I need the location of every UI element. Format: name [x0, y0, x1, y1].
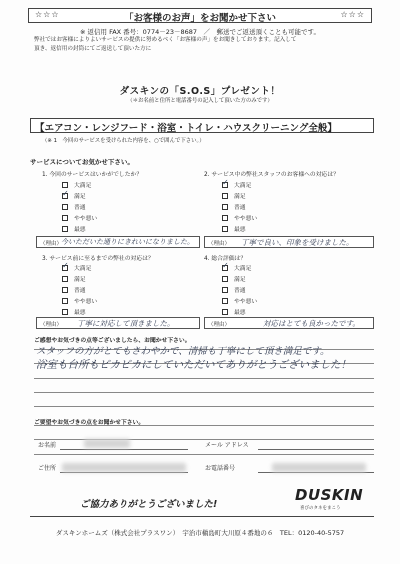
fax-line: ※ 返信用 FAX 番号：0774－23－8687 ／ 郵送でご返送頂くことも可能です。	[79, 28, 321, 36]
option-label: 普通	[234, 205, 246, 211]
checkbox[interactable]	[62, 309, 68, 315]
checkbox[interactable]	[222, 309, 228, 315]
stars-left: ☆☆☆	[35, 10, 60, 19]
intro-line-1: 弊社ではお客様によりよいサービスの提供に努めるべく「お客様の声」をお聞きしております。記入して	[34, 37, 297, 43]
address-field[interactable]	[60, 461, 188, 473]
q3-option[interactable]	[62, 274, 86, 283]
q2-option[interactable]	[222, 191, 246, 200]
service-bar	[30, 118, 374, 133]
q4-reason-handwriting: 対応はとても良かったです。	[263, 319, 360, 328]
name-label: お名前	[38, 442, 57, 449]
q1-option[interactable]	[62, 213, 97, 222]
option-label: 普通	[74, 205, 86, 211]
footer-divider	[30, 516, 374, 517]
q2-option[interactable]	[222, 202, 246, 211]
q2-option[interactable]	[222, 180, 251, 189]
checkbox[interactable]	[222, 204, 228, 210]
q3-reason-box[interactable]	[36, 317, 200, 329]
q4-option[interactable]	[222, 296, 257, 305]
q1-option[interactable]	[62, 224, 86, 233]
q3-option[interactable]	[62, 296, 97, 305]
checkbox[interactable]	[222, 276, 228, 282]
reason-label: （理由）	[40, 241, 63, 247]
option-label: 満足	[234, 194, 246, 200]
ruled-line	[34, 379, 374, 393]
option-label: 満足	[234, 277, 246, 283]
q4-label: 4. 総合評価は？	[204, 256, 247, 262]
section-title: サービスについてお気かせ下さい。	[30, 158, 134, 166]
reason-label: （理由）	[40, 322, 63, 328]
checkbox[interactable]	[62, 215, 68, 221]
reason-label: （理由）	[208, 322, 231, 328]
footer-address: ダスキンホームズ（株式会社プラスワン） 宇治市槇島町大川原４番地の６ TEL：0120-40-5757	[55, 529, 345, 537]
thanks-message: ご協力ありがとうございました!	[80, 499, 218, 510]
option-label: 最悪	[74, 310, 86, 316]
q1-option[interactable]	[62, 191, 86, 200]
option-label: 大満足	[234, 183, 252, 189]
option-label: やや悪い	[234, 299, 258, 305]
q3-reason-handwriting: 丁寧に対応して頂きました。	[77, 319, 175, 328]
option-label: やや悪い	[234, 216, 258, 222]
phone-label: お電話番号	[205, 465, 236, 472]
q4-option[interactable]	[222, 274, 246, 283]
reason-label: （理由）	[208, 241, 231, 247]
checkbox[interactable]	[222, 226, 228, 232]
ruled-line	[34, 393, 374, 407]
option-label: 最悪	[74, 227, 86, 233]
checkbox[interactable]	[222, 193, 228, 199]
q2-label: 2. サービス中の弊社スタッフのお客様への対応は？	[204, 172, 339, 178]
present-note: （＊お名前と住所と電話番号の記入して頂いた方のみです）	[127, 98, 273, 104]
option-label: やや悪い	[74, 216, 98, 222]
q4-option[interactable]	[222, 285, 246, 294]
option-label: 普通	[234, 288, 246, 294]
checkbox[interactable]	[222, 298, 228, 304]
q2-reason-handwriting: 丁寧で良い、印象を受けました。	[241, 238, 354, 247]
email-field[interactable]	[258, 438, 374, 450]
checkbox[interactable]	[222, 287, 228, 293]
q2-option[interactable]	[222, 213, 257, 222]
checkbox-checked[interactable]	[222, 265, 228, 271]
q3-option[interactable]	[62, 263, 91, 272]
q4-option[interactable]	[222, 307, 246, 316]
present-title: ダスキンの「S.O.S」プレゼント！	[119, 86, 281, 97]
redacted-name	[84, 439, 130, 448]
address-label: ご住所	[38, 465, 57, 472]
checkbox-checked[interactable]	[62, 193, 68, 199]
stars-right: ☆☆☆	[340, 10, 365, 19]
service-bar-note: （※ 1 今回のサービスを受けられた内容を、○で囲んで下さい。）	[42, 138, 205, 144]
q1-label: 1. 今回のサービスはいかがでしたか？	[42, 172, 143, 178]
intro-line-2: 頂き、返信用の封筒にてご返送して頂いた方に	[34, 45, 152, 52]
redacted-address	[62, 463, 186, 472]
header-box	[28, 8, 372, 23]
option-label: 大満足	[74, 266, 92, 272]
option-label: やや悪い	[74, 299, 98, 305]
checkbox-checked[interactable]	[222, 182, 228, 188]
intro-text	[34, 36, 374, 53]
q4-option[interactable]	[222, 263, 251, 272]
option-label: 最悪	[234, 310, 246, 316]
ruled-line	[34, 412, 374, 426]
option-label: 大満足	[74, 183, 92, 189]
option-label: 満足	[74, 277, 86, 283]
checkbox-checked[interactable]	[62, 265, 68, 271]
checkbox[interactable]	[62, 298, 68, 304]
checkbox[interactable]	[62, 204, 68, 210]
duskin-tagline: 喜びのタネをまこう	[300, 506, 341, 511]
service-bar-text: 【エアコン・レンジフード・浴室・トイレ・ハウスクリーニング全般】	[35, 123, 337, 134]
duskin-logo: DUSKIN	[295, 486, 364, 504]
option-label: 満足	[74, 194, 86, 200]
q2-reason-box[interactable]	[204, 236, 374, 248]
q1-option[interactable]	[62, 202, 86, 211]
impressions-label: ご感想やお気づきの点等ございましたら、お聞かせ下さい。	[34, 338, 191, 344]
name-field[interactable]	[60, 438, 188, 450]
phone-field[interactable]	[258, 461, 374, 473]
impressions-handwriting-1: スタッフの方がとてもさわやかで、清掃も丁寧にして頂き満足です。	[36, 346, 330, 357]
q3-option[interactable]	[62, 307, 86, 316]
option-label: 大満足	[234, 266, 252, 272]
q2-option[interactable]	[222, 224, 246, 233]
checkbox[interactable]	[222, 215, 228, 221]
checkbox[interactable]	[62, 226, 68, 232]
impressions-handwriting-2: 浴室も台所もピカピカにしていただいてありがとうございました！	[36, 359, 351, 371]
q3-label: 3. サービス前に至るまでの弊社の対応は？	[42, 256, 154, 262]
q1-reason-box[interactable]	[36, 236, 200, 248]
checkbox[interactable]	[62, 182, 68, 188]
q3-option[interactable]	[62, 285, 86, 294]
checkbox[interactable]	[62, 287, 68, 293]
option-label: 普通	[74, 288, 86, 294]
redacted-phone	[272, 463, 366, 472]
q1-reason-handwriting: 今いただいた通りにきれいになりました。	[61, 238, 194, 246]
requests-label: ご要望やお気づきの点をお聞かせ下さい。	[34, 420, 145, 426]
option-label: 最悪	[234, 227, 246, 233]
email-label: メール アドレス	[205, 442, 249, 449]
checkbox[interactable]	[62, 276, 68, 282]
q4-reason-box[interactable]	[204, 317, 374, 329]
page-title: 「お客様のお声」をお聞かせ下さい	[123, 13, 276, 24]
